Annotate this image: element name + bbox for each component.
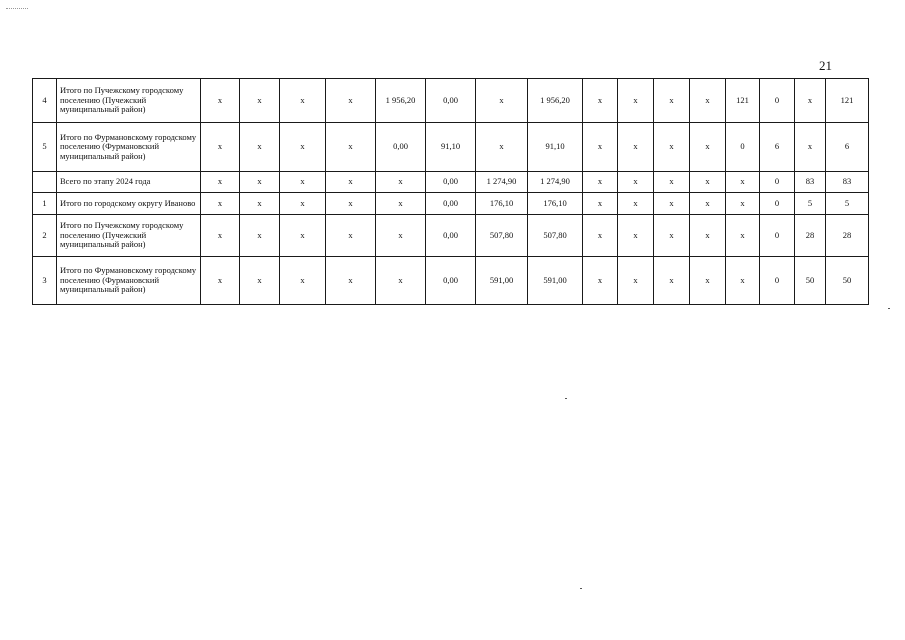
- value-cell: х: [240, 172, 280, 193]
- value-cell: 0,00: [426, 79, 476, 123]
- value-cell: 6: [760, 123, 795, 172]
- value-cell: х: [726, 193, 760, 215]
- value-cell: х: [726, 215, 760, 257]
- value-cell: 91,10: [528, 123, 583, 172]
- value-cell: х: [326, 172, 376, 193]
- value-cell: 507,80: [528, 215, 583, 257]
- value-cell: х: [618, 257, 654, 305]
- table-row: [33, 215, 869, 257]
- value-cell: х: [726, 172, 760, 193]
- value-cell: 0,00: [426, 215, 476, 257]
- summary-table: [32, 78, 869, 305]
- value-cell: 6: [826, 123, 869, 172]
- value-cell: х: [690, 79, 726, 123]
- value-cell: х: [618, 215, 654, 257]
- value-cell: х: [280, 172, 326, 193]
- value-cell: 0: [760, 257, 795, 305]
- value-cell: 121: [726, 79, 760, 123]
- value-cell: х: [583, 172, 618, 193]
- value-cell: 50: [795, 257, 826, 305]
- value-cell: 121: [826, 79, 869, 123]
- value-cell: 1 956,20: [376, 79, 426, 123]
- value-cell: х: [583, 257, 618, 305]
- value-cell: х: [326, 257, 376, 305]
- value-cell: х: [280, 215, 326, 257]
- value-cell: 0: [760, 193, 795, 215]
- value-cell: 1 956,20: [528, 79, 583, 123]
- value-cell: х: [654, 172, 690, 193]
- value-cell: х: [240, 123, 280, 172]
- value-cell: х: [240, 215, 280, 257]
- scan-speck: [888, 308, 890, 309]
- value-cell: х: [618, 193, 654, 215]
- value-cell: х: [795, 123, 826, 172]
- value-cell: х: [326, 123, 376, 172]
- value-cell: х: [726, 257, 760, 305]
- value-cell: х: [201, 257, 240, 305]
- value-cell: х: [476, 123, 528, 172]
- value-cell: х: [583, 79, 618, 123]
- value-cell: 591,00: [528, 257, 583, 305]
- value-cell: х: [690, 257, 726, 305]
- row-name-cell: Итого по Пучежскому городскому поселению (Пучежский муниципальный район): [57, 79, 201, 123]
- value-cell: 591,00: [476, 257, 528, 305]
- value-cell: 0,00: [376, 123, 426, 172]
- value-cell: х: [326, 193, 376, 215]
- value-cell: 0: [760, 172, 795, 193]
- scan-speck: [580, 588, 582, 589]
- value-cell: х: [201, 79, 240, 123]
- value-cell: 50: [826, 257, 869, 305]
- value-cell: х: [476, 79, 528, 123]
- table-row: [33, 172, 869, 193]
- value-cell: 0: [760, 215, 795, 257]
- value-cell: х: [280, 193, 326, 215]
- value-cell: 5: [826, 193, 869, 215]
- table-row: [33, 193, 869, 215]
- value-cell: 176,10: [476, 193, 528, 215]
- value-cell: х: [240, 257, 280, 305]
- row-number-cell: 5: [33, 123, 57, 172]
- value-cell: х: [618, 123, 654, 172]
- row-name-cell: Итого по городскому округу Иваново: [57, 193, 201, 215]
- table-row: [33, 257, 869, 305]
- value-cell: х: [201, 215, 240, 257]
- table-body: [33, 79, 869, 305]
- value-cell: х: [240, 79, 280, 123]
- page-number: 21: [819, 58, 832, 73]
- row-number-cell: 1: [33, 193, 57, 215]
- table-row: [33, 79, 869, 123]
- row-number-cell: 2: [33, 215, 57, 257]
- value-cell: 83: [826, 172, 869, 193]
- value-cell: х: [690, 215, 726, 257]
- value-cell: 0,00: [426, 172, 476, 193]
- scan-corner-mark: [6, 8, 28, 10]
- value-cell: х: [326, 215, 376, 257]
- value-cell: 1 274,90: [476, 172, 528, 193]
- value-cell: 0: [760, 79, 795, 123]
- value-cell: х: [690, 193, 726, 215]
- value-cell: х: [618, 79, 654, 123]
- row-number-cell: [33, 172, 57, 193]
- value-cell: х: [654, 257, 690, 305]
- row-name-cell: Итого по Пучежскому городскому поселению (Пучежский муниципальный район): [57, 215, 201, 257]
- value-cell: х: [690, 172, 726, 193]
- value-cell: 1 274,90: [528, 172, 583, 193]
- value-cell: х: [376, 172, 426, 193]
- value-cell: 0,00: [426, 193, 476, 215]
- value-cell: х: [654, 79, 690, 123]
- value-cell: х: [583, 123, 618, 172]
- value-cell: х: [654, 215, 690, 257]
- value-cell: х: [690, 123, 726, 172]
- value-cell: х: [618, 172, 654, 193]
- value-cell: х: [201, 193, 240, 215]
- value-cell: х: [201, 172, 240, 193]
- value-cell: 0,00: [426, 257, 476, 305]
- row-name-cell: Итого по Фурмановскому городскому поселению (Фурмановский муниципальный район): [57, 257, 201, 305]
- value-cell: 83: [795, 172, 826, 193]
- value-cell: 507,80: [476, 215, 528, 257]
- value-cell: х: [376, 257, 426, 305]
- value-cell: 28: [795, 215, 826, 257]
- value-cell: х: [280, 79, 326, 123]
- row-number-cell: 4: [33, 79, 57, 123]
- value-cell: х: [583, 193, 618, 215]
- value-cell: х: [583, 215, 618, 257]
- value-cell: х: [376, 193, 426, 215]
- value-cell: 28: [826, 215, 869, 257]
- value-cell: 0: [726, 123, 760, 172]
- row-name-cell: Всего по этапу 2024 года: [57, 172, 201, 193]
- value-cell: х: [654, 123, 690, 172]
- value-cell: х: [280, 257, 326, 305]
- value-cell: 5: [795, 193, 826, 215]
- table-row: [33, 123, 869, 172]
- value-cell: 91,10: [426, 123, 476, 172]
- value-cell: х: [201, 123, 240, 172]
- scan-speck: [565, 398, 567, 399]
- row-name-cell: Итого по Фурмановскому городскому поселению (Фурмановский муниципальный район): [57, 123, 201, 172]
- value-cell: х: [376, 215, 426, 257]
- value-cell: х: [240, 193, 280, 215]
- value-cell: 176,10: [528, 193, 583, 215]
- row-number-cell: 3: [33, 257, 57, 305]
- value-cell: х: [280, 123, 326, 172]
- value-cell: х: [795, 79, 826, 123]
- value-cell: х: [326, 79, 376, 123]
- value-cell: х: [654, 193, 690, 215]
